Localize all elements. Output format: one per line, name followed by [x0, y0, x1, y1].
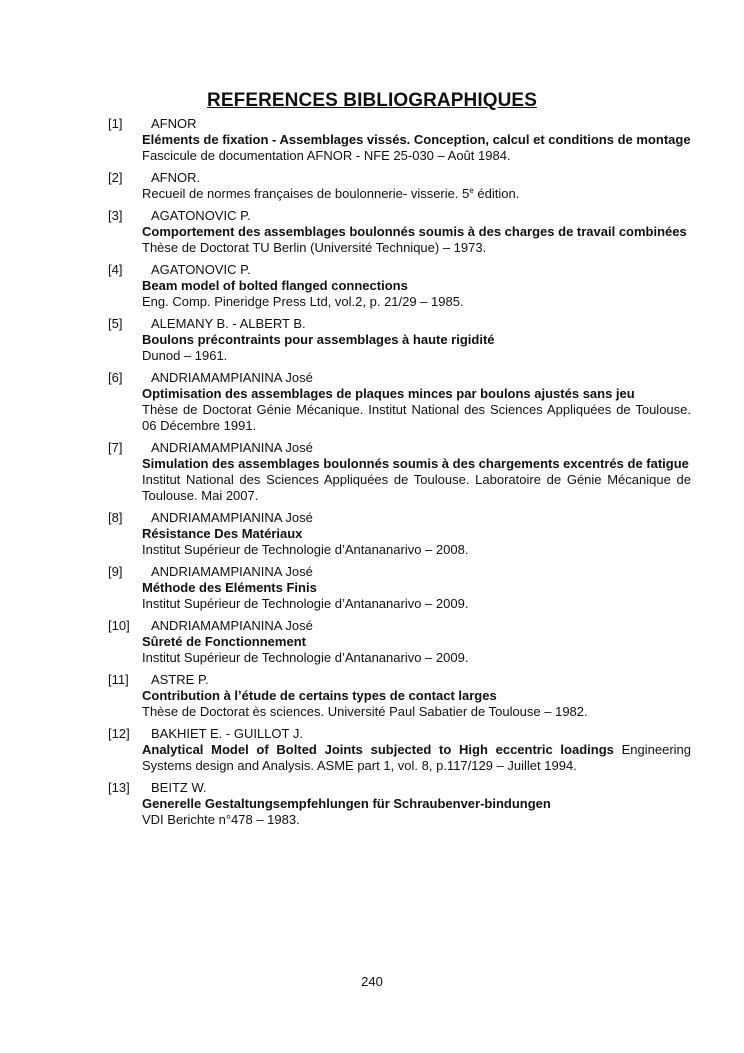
- reference-author: ALEMANY B. - ALBERT B.: [151, 316, 306, 331]
- reference-source: Institut Supérieur de Technologie d’Antananarivo – 2009.: [142, 596, 469, 611]
- reference-author: ANDRIAMAMPIANINA José: [151, 370, 313, 385]
- reference-author: AGATONOVIC P.: [151, 208, 251, 223]
- reference-source: [142, 186, 691, 202]
- reference-list: [108, 116, 691, 834]
- reference-source: Dunod – 1961.: [142, 348, 228, 363]
- reference-author: BEITZ W.: [151, 780, 207, 795]
- reference-number: [13]: [108, 780, 130, 795]
- reference-author: ASTRE P.: [151, 672, 209, 687]
- page-number: 240: [361, 974, 383, 989]
- reference-item: [108, 262, 691, 310]
- reference-source: [142, 742, 691, 774]
- reference-title: Optimisation des assemblages de plaques minces par boulons ajustés sans jeu: [142, 386, 635, 401]
- reference-item: [108, 510, 691, 558]
- reference-source: Institut Supérieur de Technologie d’Antananarivo – 2009.: [142, 650, 469, 665]
- reference-number: [11]: [108, 672, 129, 687]
- reference-title: Contribution à l’étude de certains types de contact larges: [142, 688, 497, 703]
- reference-number: [5]: [108, 316, 123, 331]
- reference-author: ANDRIAMAMPIANINA José: [151, 440, 313, 455]
- reference-source: Eng. Comp. Pineridge Press Ltd, vol.2, p. 21/29 – 1985.: [142, 294, 464, 309]
- reference-author: BAKHIET E. - GUILLOT J.: [151, 726, 303, 741]
- reference-number: [4]: [108, 262, 123, 277]
- reference-item: [108, 672, 691, 720]
- reference-title: Beam model of bolted flanged connections: [142, 278, 408, 293]
- reference-title: Comportement des assemblages boulonnés soumis à des charges de travail combinées: [142, 224, 687, 239]
- edition-superscript: e: [469, 186, 474, 195]
- reference-number: [2]: [108, 170, 123, 185]
- reference-item: [108, 370, 691, 434]
- reference-source: Thèse de Doctorat TU Berlin (Université Technique) – 1973.: [142, 240, 487, 255]
- reference-title: Eléments de fixation - Assemblages vissés. Conception, calcul et conditions de montage: [142, 132, 691, 147]
- reference-source-text: Engineering Systems design and Analysis. ASME part 1, vol. 8, p.117/129 – Juillet 1994.: [142, 742, 692, 773]
- reference-number: [12]: [108, 726, 130, 741]
- reference-title: Méthode des Eléments Finis: [142, 580, 317, 595]
- reference-number: [7]: [108, 440, 123, 455]
- reference-author: AFNOR: [151, 116, 197, 131]
- reference-source: Institut Supérieur de Technologie d’Antananarivo – 2008.: [142, 542, 469, 557]
- reference-number: [6]: [108, 370, 123, 385]
- reference-item: [108, 564, 691, 612]
- reference-title: Generelle Gestaltungsempfehlungen für Schraubenver-bindungen: [142, 796, 551, 811]
- reference-source: Thèse de Doctorat ès sciences. Université Paul Sabatier de Toulouse – 1982.: [142, 704, 588, 719]
- reference-author: ANDRIAMAMPIANINA José: [151, 618, 313, 633]
- reference-author: AGATONOVIC P.: [151, 262, 251, 277]
- reference-source-text: Recueil de normes françaises de boulonnerie- visserie. 5: [142, 186, 470, 201]
- reference-number: [10]: [108, 618, 130, 633]
- reference-item: [108, 440, 691, 504]
- reference-number: [8]: [108, 510, 123, 525]
- reference-source: Institut National des Sciences Appliquées de Toulouse. Laboratoire de Génie Mécanique de Toulouse. Mai 2007.: [142, 472, 691, 503]
- reference-title: Analytical Model of Bolted Joints subjected to High eccentric loadings: [142, 742, 614, 757]
- reference-author: ANDRIAMAMPIANINA José: [151, 564, 313, 579]
- reference-number: [3]: [108, 208, 123, 223]
- reference-author: AFNOR.: [151, 170, 201, 185]
- reference-item: [108, 618, 691, 666]
- reference-title: Boulons précontraints pour assemblages à haute rigidité: [142, 332, 495, 347]
- reference-author: ANDRIAMAMPIANINA José: [151, 510, 313, 525]
- reference-number: [9]: [108, 564, 123, 579]
- reference-title: Sûreté de Fonctionnement: [142, 634, 306, 649]
- reference-source: Fascicule de documentation AFNOR - NFE 25-030 – Août 1984.: [142, 148, 511, 163]
- reference-item: [108, 208, 691, 256]
- reference-title: Simulation des assemblages boulonnés soumis à des chargements excentrés de fatigue: [142, 456, 689, 471]
- reference-item: [108, 316, 691, 364]
- reference-item: [108, 116, 691, 164]
- reference-item: [108, 170, 691, 202]
- reference-item: [108, 780, 691, 828]
- page-title: REFERENCES BIBLIOGRAPHIQUES: [207, 90, 537, 111]
- reference-item: [108, 726, 691, 774]
- reference-source: Thèse de Doctorat Génie Mécanique. Institut National des Sciences Appliquées de Toulouse. 06 Décembre 1991.: [142, 402, 691, 433]
- reference-source-text: édition.: [473, 186, 520, 201]
- reference-title: Résistance Des Matériaux: [142, 526, 303, 541]
- reference-number: [1]: [108, 116, 123, 131]
- reference-source: VDI Berichte n°478 – 1983.: [142, 812, 300, 827]
